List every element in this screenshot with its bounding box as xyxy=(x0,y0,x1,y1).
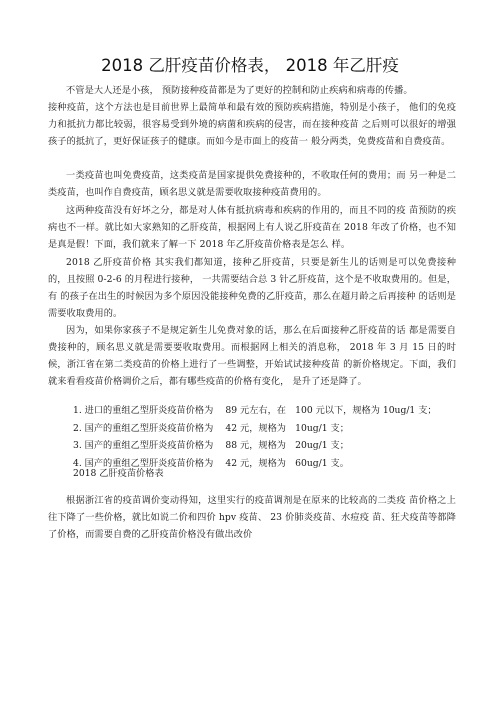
list-item: 2. 国产的重组乙型肝炎疫苗价格为 42 元，规格为 10ug/1 支； xyxy=(73,422,349,434)
paragraph-no-difference: 这两种疫苗没有好坏之分，都是对人体有抵抗病毒和疾病的作用的，而且不同的疫 苗预防的疾病也不一样。就比如大家熟知的乙肝疫苗，根据网上有人说乙肝疫苗在 2018 年改了价格，也不知是真是假！下面，我们就来了解一下 2018 年乙肝疫苗价格表是怎么 样。 xyxy=(48,205,456,250)
list-item: 4. 国产的重组乙型肝炎疫苗价格为 42 元，规格为 60ug/1 支。 xyxy=(73,457,349,469)
list-item: 3. 国产的重组乙型肝炎疫苗价格为 88 元，规格为 20ug/1 支； xyxy=(73,440,349,451)
paragraph-closing: 根据浙江省的疫苗调价变动得知，这里实行的疫苗调剂是在原来的比较高的二类疫 苗价格之上往下降了一些价格，就比如说二价和四价 hpv 疫苗、 23 价肺炎疫苗、水痘疫 苗、狂犬疫苗等都降了价格，而需要自费的乙肝疫苗价格没有做出改价 xyxy=(48,495,456,540)
section-heading: 2018 乙肝疫苗价格表 xyxy=(73,468,164,479)
paragraph-vaccination-benefits: 接种疫苗，这个方法也是目前世界上最简单和最有效的预防疾病措施，特别是小孩子， 他们的免疫力和抵抗力都比较弱，很容易受到外境的病菌和疾病的侵害，而在接种疫苗 之后则可以很好的增强孩子的抵抗了，更好保证孩子的健康。而如今是市面上的疫苗一 般分两类，免费疫苗和自费疫苗。 xyxy=(48,102,456,147)
price-list xyxy=(73,402,453,472)
paragraph-free-vaccine: 一类疫苗也叫免费疫苗，这类疫苗是国家提供免费接种的，不收取任何的费用；而 另一种是二类疫苗，也叫作自费疫苗，顾名思义就是需要收取接种疫苗费用的。 xyxy=(48,170,456,198)
list-item: 1. 进口的重组乙型肝炎疫苗价格为 89 元左右，在 100 元以下，规格为 10ug/1 支； xyxy=(73,405,437,416)
paragraph-price-2018: 2018 乙肝疫苗价格 其实我们都知道，接种乙肝疫苗，只要是新生儿的话则是可以免费接种的，且按照 0-2-6 的月程进行接种， 一共需要结合总 3 针乙肝疫苗，这个是不收取费用的。但是，有 的孩子在出生的时候因为多个原因没能接种免费的乙肝疫苗，那么在超月龄之后再接种 的话则是需要收取费用的。 xyxy=(48,257,456,319)
paragraph-price-adjustment: 因为，如果你家孩子不是规定新生儿免费对象的话，那么在后面接种乙肝疫苗的话 都是需要自费接种的，顾名思义就是需要要收取费用。而根据网上相关的消息称， 2018 年 3 月 15 日的时候，浙江省在第二类疫苗的价格上进行了一些调整，开始试试接种疫苗 的新价格规定。下面，我们就来看看疫苗价格调价之后，都有哪些疫苗的价格有变化， 是升了还是降了。 xyxy=(48,325,456,387)
document-title: 2018 乙肝疫苗价格表， 2018 年乙肝疫 xyxy=(101,56,399,75)
paragraph-intro: 不管是大人还是小孩， 预防接种疫苗都是为了更好的控制和防止疾病和病毒的传播。 xyxy=(66,85,413,96)
